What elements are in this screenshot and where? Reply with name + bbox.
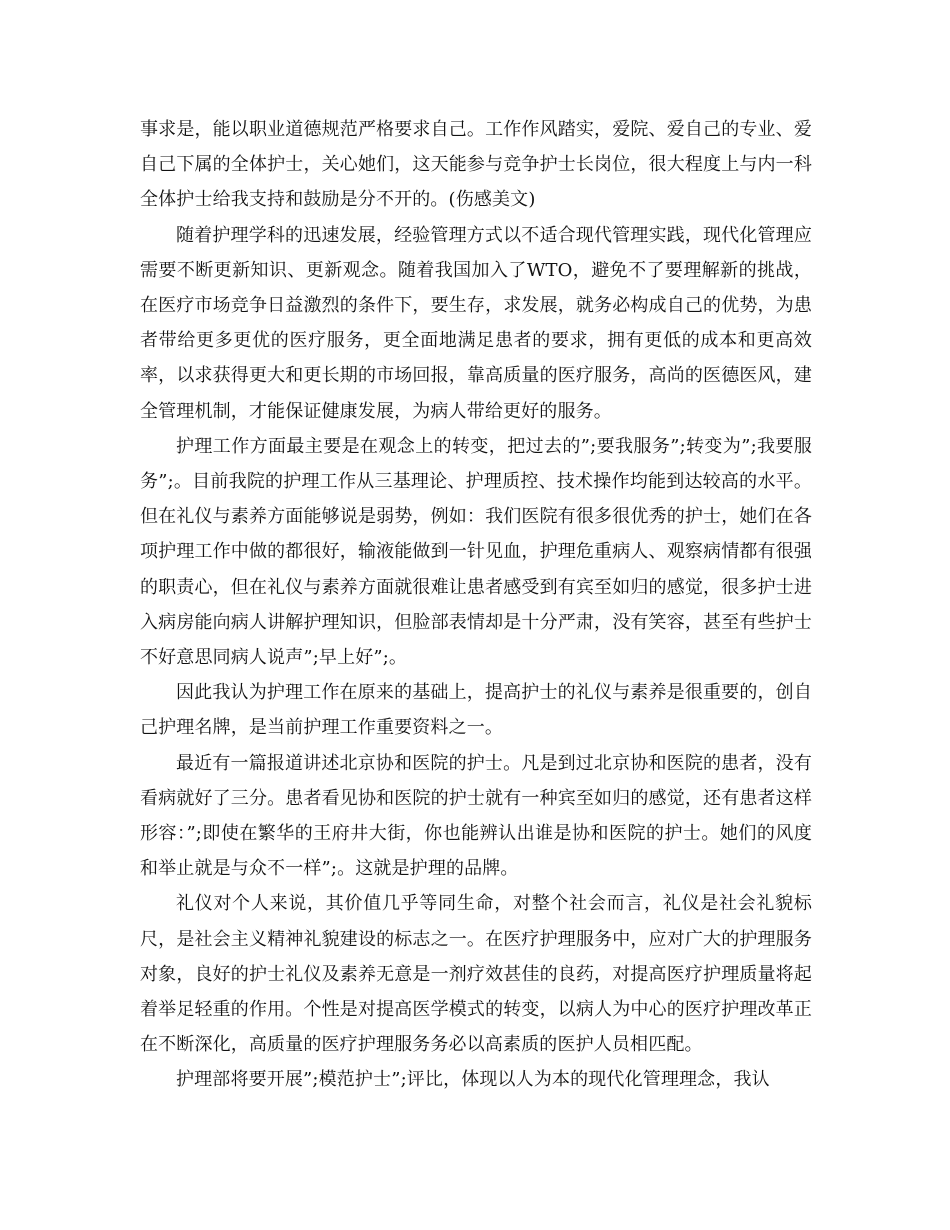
paragraph-6: 礼仪对个人来说，其价值几乎等同生命，对整个社会而言，礼仪是社会礼貌标尺，是社会主义精神礼貌建设的标志之一。在医疗护理服务中，应对广大的护理服务对象，良好的护士礼仪及素养无意是一剂疗效甚佳的良药，对提高医疗护理质量将起着举足轻重的作用。个性是对提高医学模式的转变，以病人为中心的医疗护理改革正在不断深化，高质量的医疗护理服务务必以高素质的医护人员相匹配。 xyxy=(140,893,812,1056)
paragraph-1: 事求是，能以职业道德规范严格要求自己。工作作风踏实，爱院、爱自己的专业、爱自己下属的全体护士，关心她们，这天能参与竞争护士长岗位，很大程度上与内一科全体护士给我支持和鼓励是分不开的。(伤感美文) xyxy=(140,119,812,211)
paragraph-3: 护理工作方面最主要是在观念上的转变，把过去的”;要我服务”;转变为”;我要服务”;。目前我院的护理工作从三基理论、护理质控、技术操作均能到达较高的水平。但在礼仪与素养方面能够说是弱势，例如：我们医院有很多很优秀的护士，她们在各项护理工作中做的都很好，输液能做到一针见血，护理危重病人、观察病情都有很强的职责心，但在礼仪与素养方面就很难让患者感受到有宾至如归的感觉，很多护士进入病房能向病人讲解护理知识，但脸部表情却是十分严肃，没有笑容，甚至有些护士不好意思同病人说声”;早上好”;。 xyxy=(140,435,812,669)
paragraph-5: 最近有一篇报道讲述北京协和医院的护士。凡是到过北京协和医院的患者，没有看病就好了三分。患者看见协和医院的护士就有一种宾至如归的感觉，还有患者这样形容：”;即使在繁华的王府井大街，你也能辨认出谁是协和医院的护士。她们的风度和举止就是与众不一样”;。这就是护理的品牌。 xyxy=(140,752,812,880)
paragraph-7: 护理部将要开展”;模范护士”;评比，体现以人为本的现代化管理理念，我认 xyxy=(176,1069,770,1091)
document-page xyxy=(140,112,812,1098)
paragraph-2: 随着护理学科的迅速发展，经验管理方式以不适合现代管理实践，现代化管理应需要不断更新知识、更新观念。随着我国加入了WTO，避免不了要理解新的挑战，在医疗市场竞争日益激烈的条件下，要生存，求发展，就务必构成自己的优势，为患者带给更多更优的医疗服务，更全面地满足患者的要求，拥有更低的成本和更高效率，以求获得更大和更长期的市场回报，靠高质量的医疗服务，高尚的医德医风，建全管理机制，才能保证健康发展，为病人带给更好的服务。 xyxy=(140,224,812,422)
paragraph-4: 因此我认为护理工作在原来的基础上，提高护士的礼仪与素养是很重要的，创自己护理名牌，是当前护理工作重要资料之一。 xyxy=(140,682,812,739)
